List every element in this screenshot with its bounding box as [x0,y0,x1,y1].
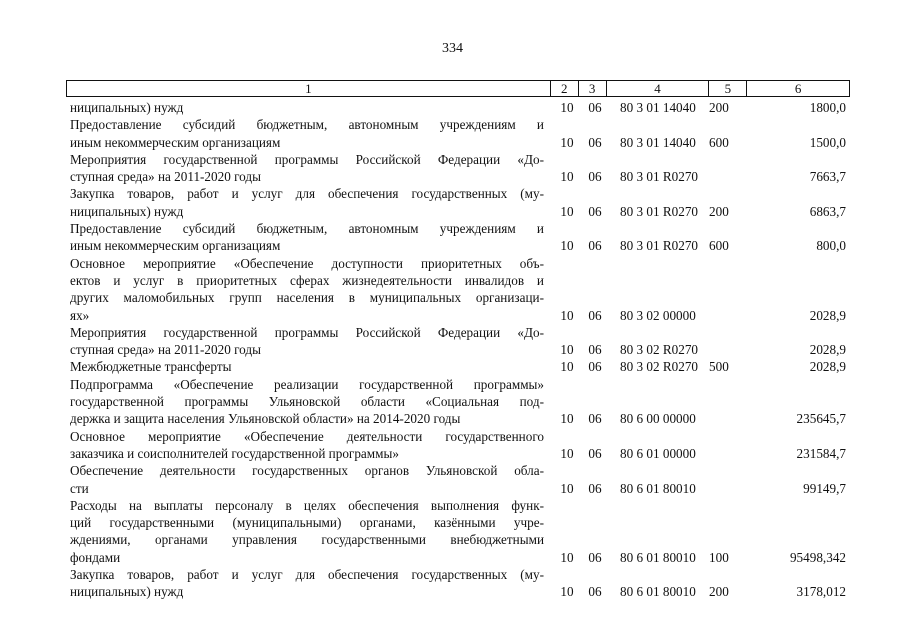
amount: 7663,7 [809,169,846,185]
description-line: заказчика и соисполнителей государственной программы» [70,445,399,461]
table-body [66,99,850,601]
subsection-code: 06 [588,203,602,219]
expense-type-code [709,376,747,428]
row-description [66,116,550,151]
amount: 800,0 [816,238,846,254]
row-description [66,358,550,375]
description-line: ниципальных) нужд [70,100,184,115]
description-line: фондами [70,549,121,565]
description-line: ступная среда» на 2011-2020 годы [70,342,261,358]
row-description [66,566,550,601]
amount: 2028,9 [809,342,846,358]
row-description [66,324,550,359]
subsection-code: 06 [588,411,602,427]
description-line: Предоставление субсидий бюджетным, автономным учреждениям и [70,117,544,133]
row-description [66,255,550,324]
target-article-code: 80 3 01 R0270 [620,203,699,219]
description-line: Межбюджетные трансферты [70,359,232,375]
subsection-code: 06 [588,100,602,115]
table-row [66,497,850,566]
amount: 1500,0 [809,134,846,150]
section-code: 10 [560,411,574,427]
table-row [66,324,850,359]
table-row [66,185,850,220]
description-line: Предоставление субсидий бюджетным, автономным учреждениям и [70,221,544,237]
expense-type-code: 200 [709,100,729,115]
subsection-code: 06 [588,445,602,461]
table-row [66,358,850,375]
amount: 6863,7 [809,203,846,219]
description-line: Расходы на выплаты персоналу в целях обеспечения выполнения функ- [70,497,544,513]
table-row [66,116,850,151]
section-code: 10 [560,100,574,115]
section-code: 10 [560,203,574,219]
header-col-1: 1 [305,81,312,96]
description-line: Обеспечение деятельности государственных органов Ульяновской обла- [70,463,544,479]
expense-type-code: 600 [709,134,729,150]
expense-type-code [709,255,747,324]
description-line: других маломобильных групп населения в муниципальных организаци- [70,290,544,306]
target-article-code: 80 6 00 00000 [620,411,696,427]
expense-type-code: 200 [709,584,729,600]
description-line: ниципальных) нужд [70,584,184,600]
amount: 95498,342 [789,549,846,565]
header-col-2: 2 [550,81,578,96]
table-row [66,428,850,463]
description-line: держка и защита населения Ульяновской области» на 2014-2020 годы [70,411,461,427]
expense-type-code: 500 [709,359,729,375]
row-description [66,462,550,497]
table-header [66,80,850,97]
expense-type-code [709,462,747,497]
expense-type-code: 100 [709,549,729,565]
description-line: Закупка товаров, работ и услуг для обеспечения государственных (му- [70,567,544,583]
target-article-code: 80 3 02 00000 [620,307,696,323]
description-line: иным некоммерческим организациям [70,134,281,150]
description-line: государственной программы Ульяновской области «Социальная под- [70,394,544,410]
description-line: Мероприятия государственной программы Российской Федерации «До- [70,151,544,167]
row-description [66,497,550,566]
header-col-4: 4 [606,81,709,96]
description-line: ций государственными (муниципальными) органами, казёнными учре- [70,515,544,531]
section-code: 10 [560,307,574,323]
budget-table [66,80,850,601]
section-code: 10 [560,342,574,358]
section-code: 10 [560,238,574,254]
expense-type-code: 600 [709,238,729,254]
amount: 1800,0 [809,100,846,115]
target-article-code: 80 6 01 80010 [620,549,696,565]
description-line: Мероприятия государственной программы Российской Федерации «До- [70,324,544,340]
subsection-code: 06 [588,549,602,565]
description-line: Основное мероприятие «Обеспечение деятельности государственного [70,428,544,444]
subsection-code: 06 [588,307,602,323]
table-row [66,99,850,116]
amount: 235645,7 [796,411,846,427]
target-article-code: 80 6 01 80010 [620,584,696,600]
target-article-code: 80 6 01 80010 [620,480,696,496]
page-number: 334 [442,41,463,56]
subsection-code: 06 [588,480,602,496]
section-code: 10 [560,549,574,565]
row-description [66,99,550,116]
table-row [66,255,850,324]
description-line: иным некоммерческим организациям [70,238,281,254]
target-article-code: 80 3 01 14040 [620,100,696,115]
amount: 2028,9 [809,307,846,323]
section-code: 10 [560,584,574,600]
amount: 231584,7 [796,445,846,461]
amount: 3178,012 [796,584,846,600]
table-row [66,376,850,428]
target-article-code: 80 6 01 00000 [620,445,696,461]
description-line: Закупка товаров, работ и услуг для обеспечения государственных (му- [70,186,544,202]
header-col-3: 3 [578,81,606,96]
section-code: 10 [560,359,574,375]
row-description [66,185,550,220]
target-article-code: 80 3 02 R0270 [620,342,699,358]
description-line: ектов и услуг в приоритетных сферах жизнедеятельности инвалидов и [70,272,544,288]
section-code: 10 [560,134,574,150]
target-article-code: 80 3 02 R0270 [620,359,699,375]
section-code: 10 [560,480,574,496]
subsection-code: 06 [588,584,602,600]
target-article-code: 80 3 01 R0270 [620,238,699,254]
amount: 2028,9 [809,359,846,375]
description-line: ях» [70,307,90,323]
amount: 99149,7 [803,480,846,496]
subsection-code: 06 [588,169,602,185]
section-code: 10 [560,169,574,185]
description-line: Основное мероприятие «Обеспечение доступности приоритетных объ- [70,255,544,271]
header-col-6: 6 [746,81,849,96]
expense-type-code [709,428,747,463]
target-article-code: 80 3 01 14040 [620,134,696,150]
description-line: сти [70,480,89,496]
description-line: ступная среда» на 2011-2020 годы [70,169,261,185]
subsection-code: 06 [588,134,602,150]
table-row [66,462,850,497]
description-line: ниципальных) нужд [70,203,184,219]
description-line: ждениями, органами управления государственными внебюджетными [70,532,544,548]
target-article-code: 80 3 01 R0270 [620,169,699,185]
row-description [66,376,550,428]
description-line: Подпрограмма «Обеспечение реализации государственной программы» [70,376,544,392]
subsection-code: 06 [588,342,602,358]
table-row [66,566,850,601]
row-description [66,151,550,186]
subsection-code: 06 [588,359,602,375]
row-description [66,428,550,463]
table-row [66,151,850,186]
row-description [66,220,550,255]
subsection-code: 06 [588,238,602,254]
section-code: 10 [560,445,574,461]
header-col-5: 5 [708,81,746,96]
expense-type-code: 200 [709,203,729,219]
expense-type-code [709,151,747,186]
table-row [66,220,850,255]
expense-type-code [709,324,747,359]
